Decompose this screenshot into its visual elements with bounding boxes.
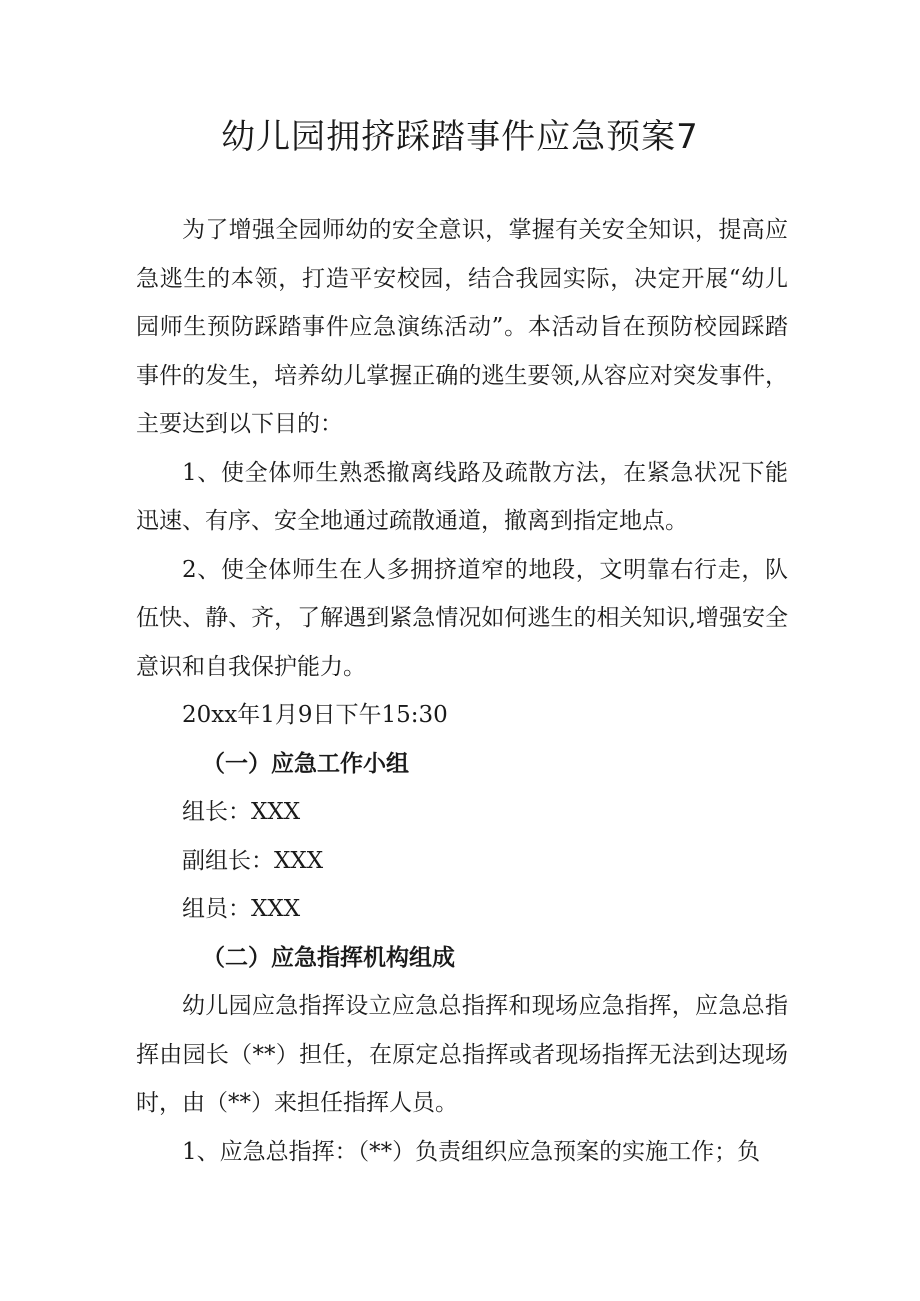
document-body <box>136 206 788 1176</box>
section-heading-2: （二）应急指挥机构组成 <box>202 943 455 971</box>
drill-time: 20xx年1月9日下午15:30 <box>182 702 448 728</box>
document-title: 幼儿园拥挤踩踏事件应急预案7 <box>221 117 699 157</box>
goal-item-1: 1、使全体师生熟悉撤离线路及疏散方法，在紧急状况下能迅速、有序、安全地通过疏散通道，撤离到指定地点。 <box>136 459 788 534</box>
section-heading-1: （一）应急工作小组 <box>202 749 409 777</box>
commander-duty-item-1: 1、应急总指挥：（**）负责组织应急预案的实施工作；负 <box>182 1138 761 1165</box>
group-leader: 组长：XXX <box>182 799 301 825</box>
group-members: 组员：XXX <box>182 896 301 922</box>
command-structure-paragraph: 幼儿园应急指挥设立应急总指挥和现场应急指挥，应急总指挥由园长（**）担任，在原定总指挥或者现场指挥无法到达现场时，由（**）来担任指挥人员。 <box>136 993 788 1116</box>
intro-paragraph: 为了增强全园师幼的安全意识，掌握有关安全知识，提高应急逃生的本领，打造平安校园，结合我园实际，决定开展“幼儿园师生预防踩踏事件应急演练活动”。本活动旨在预防校园踩踏事件的发生，培养幼儿掌握正确的逃生要领,从容应对突发事件，主要达到以下目的： <box>136 217 788 437</box>
deputy-group-leader: 副组长：XXX <box>182 847 324 874</box>
goal-item-2: 2、使全体师生在人多拥挤道窄的地段，文明靠右行走，队伍快、静、齐，了解遇到紧急情况如何逃生的相关知识,增强安全意识和自我保护能力。 <box>136 556 788 680</box>
